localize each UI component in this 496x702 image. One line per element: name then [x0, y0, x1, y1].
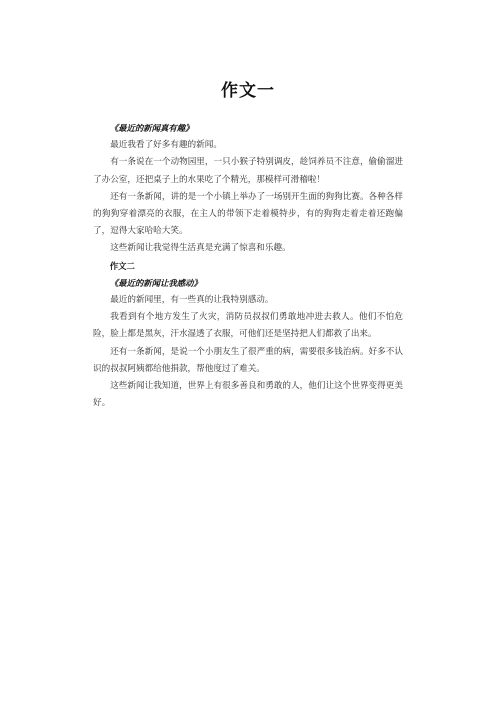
essay2-heading: 《最近的新闻让我感动》 — [109, 277, 202, 288]
essay1-paragraph-4: 这些新闻让我觉得生活真是充满了惊喜和乐趣。 — [110, 243, 291, 254]
essay2-paragraph-4: 这些新闻让我知道，世界上有很多善良和勇敢的人，他们让这个世界变得更美好。 — [93, 381, 403, 409]
essay1-heading: 《最近的新闻真有趣》 — [109, 123, 194, 133]
document-body — [93, 120, 403, 412]
essay1-paragraph-1: 最近我看了好多有趣的新闻。 — [110, 140, 222, 151]
essay1-paragraph-3: 还有一条新闻，讲的是一个小镇上举办了一场别开生面的狗狗比赛。各种各样的狗狗穿着漂亮的衣服，在主人的带领下走着模特步，有的狗狗走着走着还跑偏了，逗得大家哈哈大笑。 — [93, 191, 403, 237]
essay2-paragraph-3: 还有一条新闻，是说一个小朋友生了很严重的病，需要很多钱治病。好多不认识的叔叔阿姨都给他捐款，帮他度过了难关。 — [93, 346, 403, 374]
document-title: 作文一 — [221, 81, 275, 101]
essay2-paragraph-2: 我看到有个地方发生了火灾，消防员叔叔们勇敢地冲进去救人。他们不怕危险，脸上都是黑灰，汗水湿透了衣服，可他们还是坚持把人们都救了出来。 — [93, 312, 403, 340]
essay2-label: 作文二 — [109, 260, 135, 271]
essay2-paragraph-1: 最近的新闻里，有一些真的让我特别感动。 — [110, 295, 274, 306]
essay1-paragraph-2: 有一条说在一个动物园里，一只小猴子特别调皮，趁饲养员不注意，偷偷溜进了办公室，还把桌子上的水果吃了个精光，那模样可滑稽啦！ — [93, 157, 403, 185]
